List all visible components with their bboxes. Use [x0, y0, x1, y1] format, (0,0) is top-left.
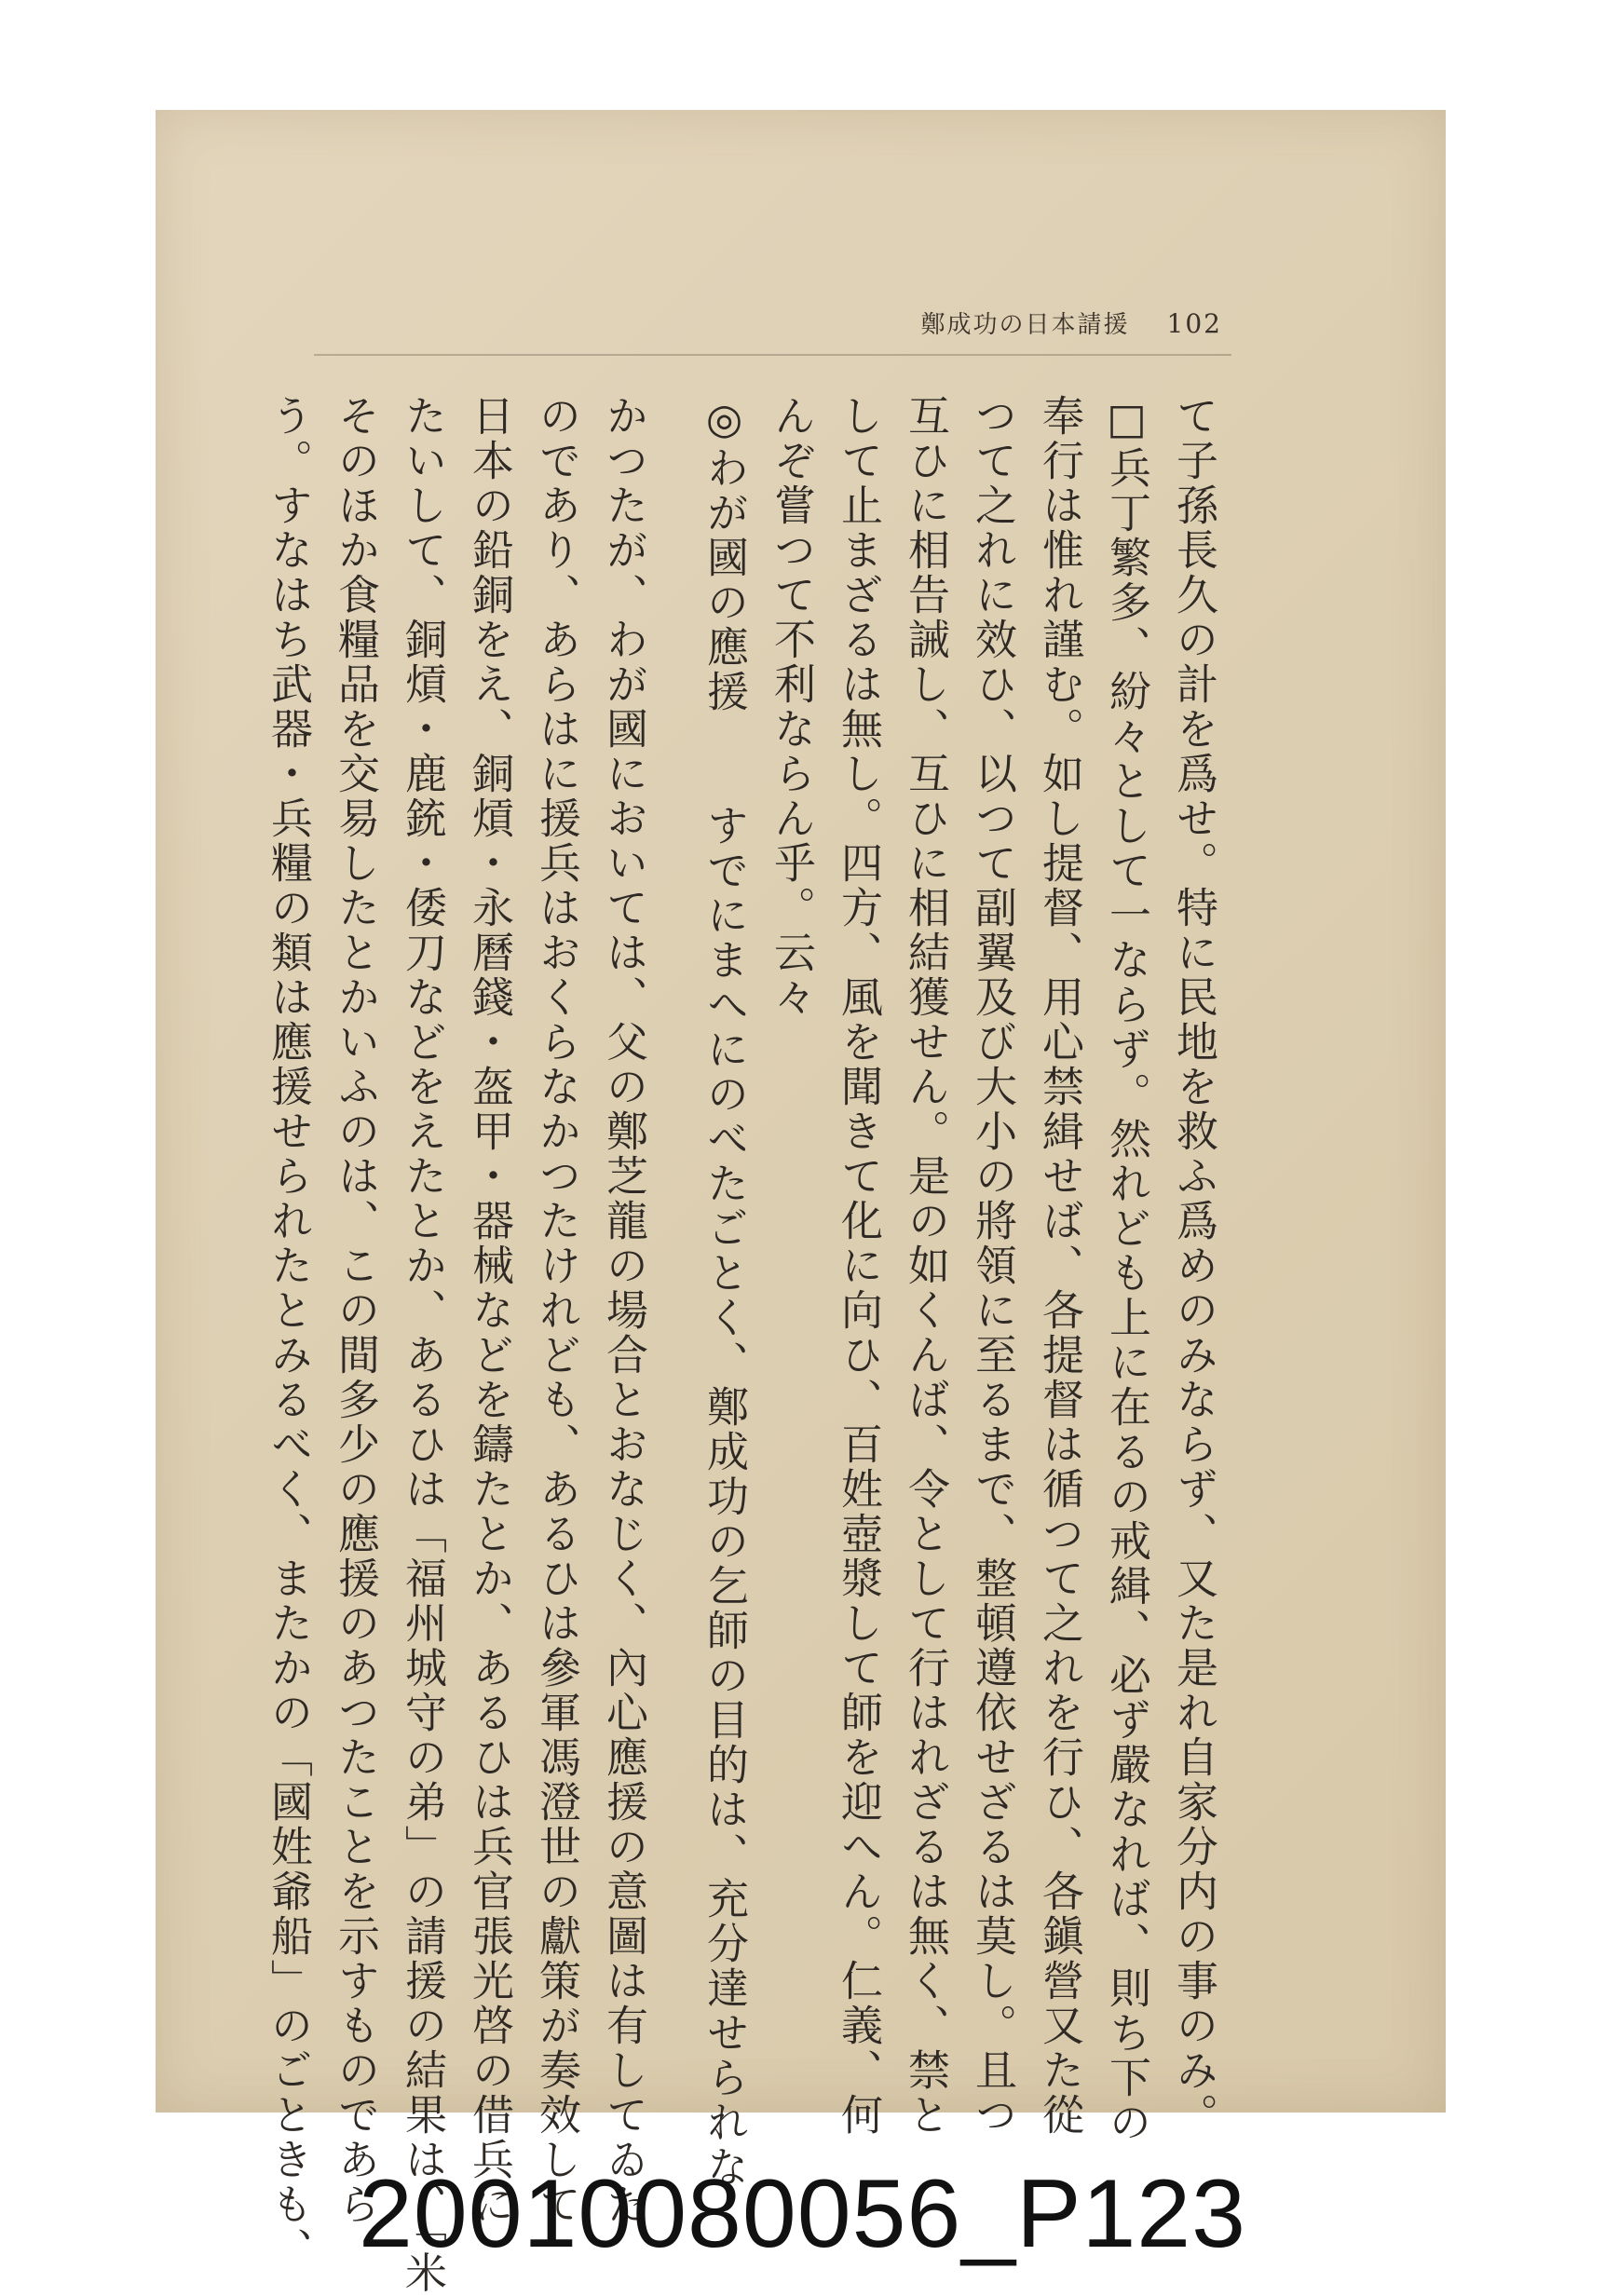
- header-rule: [314, 354, 1231, 356]
- text-line: たいして、銅熕・鹿銃・倭刀などをえたとか、あるひは「福州城守の弟」の請援の結果は、「米: [398, 394, 447, 2296]
- text-line: う。すなはち武器・兵糧の類は應援せられたとみるべく、またかの「國姓爺船」のごときも、: [264, 394, 313, 2272]
- running-head: [921, 306, 1222, 340]
- text-line: 奉行は惟れ謹む。如し提督、用心禁緝せば、各提督は循つて之れを行ひ、各鎭營又た從: [1035, 394, 1084, 2138]
- text-line: 互ひに相告誡し、互ひに相結獲せん。是の如くんば、令として行はれざるは無く、禁と: [901, 394, 950, 2138]
- text-line: 日本の鉛銅をえ、銅熕・永曆錢・盔甲・器械などを鑄たとか、あるひは兵官張光啓の借兵に: [465, 394, 514, 2227]
- text-line: して止まざるは無し。四方、風を聞きて化に向ひ、百姓壺漿して師を迎へん。仁義、何: [834, 394, 883, 2138]
- text-line: のであり、あらはに援兵はおくらなかつたけれども、あるひは參軍馮澄世の獻策が奏效して: [532, 394, 581, 2227]
- text-line: んぞ嘗つて不利ならん乎。云々: [767, 394, 816, 1020]
- archive-id-caption: 20010080056_P123: [359, 2160, 1246, 2268]
- page-number: 102: [1166, 308, 1222, 339]
- section-heading-line: ◎わが國の應援 すでにまへにのべたごとく、鄭成功の乞師の目的は、充分達せられな: [700, 394, 749, 2190]
- text-line: つて之れに效ひ、以つて副翼及び大小の將領に至るまで、整頓遵依せざるは莫し。且つ: [968, 394, 1017, 2138]
- text-line: かつたが、わが國においては、父の鄭芝龍の場合とおなじく、內心應援の意圖は有してゐた: [599, 394, 648, 2227]
- text-line: そのほか食糧品を交易したとかいふのは、この間多少の應援のあつたことを示すものであら: [331, 394, 380, 2227]
- text-line: て子孫長久の計を爲せ。特に民地を救ふ爲めのみならず、又た是れ自家分内の事のみ。: [1169, 394, 1218, 2138]
- text-line: □兵丁繁多、紛々として一ならず。然れども上に在るの戒緝、必ず嚴なれば、則ち下の: [1102, 394, 1151, 2145]
- running-title: 鄭成功の日本請援: [920, 311, 1130, 339]
